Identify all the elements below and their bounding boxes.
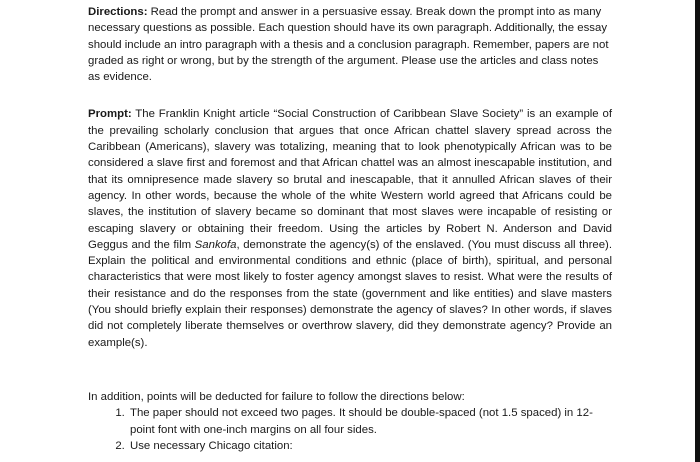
prompt-label: Prompt: (88, 108, 132, 121)
prompt-paragraph (88, 106, 612, 350)
prompt-text-part-2: , demonstrate the agency(s) of the enslaved. (You must discuss all three). Explain the political and environmental conditions and ethnic (place of birth), spiritual, and personal characteristics that were most likely to foster agency amongst slaves to resist. What were the results of their resistance and do the responses from the state (government and like entities) and slave masters (You should briefly explain their responses) demonstrate the agency of slaves? In other words, if slaves did not completely liberate themselves or overthrow slavery, did they demonstrate agency? Provide an example(s). (88, 238, 612, 349)
prompt-text-part-1: The Franklin Knight article “Social Construction of Caribbean Slave Society” is an example of the prevailing scholarly conclusion that argues that once African chattel slavery spread across the Caribbean (Americans), slavery was totalizing, meaning that to look phenotypically African was to be considered a slave first and foremost and that African chattel was an almost inescapable institution, and that its omnipresence made slavery so brutal and inescapable, that it annulled African slaves of their agency. In other words, because the whole of the white Western world agreed that Africans could be slaves, the institution of slavery became so dominant that most slaves were incapable of resisting or escaping slavery or obtaining their freedom. Using the articles by Robert N. Anderson and David Geggus and the film (88, 108, 612, 251)
document-content (88, 4, 612, 454)
requirement-item: 1. The paper should not exceed two pages. It should be double-spaced (not 1.5 spaced) in 12-point font with one-inch margins on all four sides. (128, 405, 612, 438)
film-title: Sankofa (194, 238, 237, 251)
directions-label: Directions: (88, 6, 148, 18)
directions-paragraph (88, 4, 612, 85)
requirements-list (88, 405, 612, 454)
directions-text: Read the prompt and answer in a persuasive essay. Break down the prompt into as many necessary questions as possible. Each question should have its own paragraph. Additionally, the essay should include an intro paragraph with a thesis and a conclusion paragraph. Remember, papers are not graded as right or wrong, but by the strength of the argument. Please use the articles and class notes as evidence. (88, 6, 609, 84)
page-edge (695, 0, 700, 462)
requirement-item: 2. Use necessary Chicago citation: (128, 438, 612, 454)
addition-intro: In addition, points will be deducted for failure to follow the directions below: (88, 390, 465, 403)
